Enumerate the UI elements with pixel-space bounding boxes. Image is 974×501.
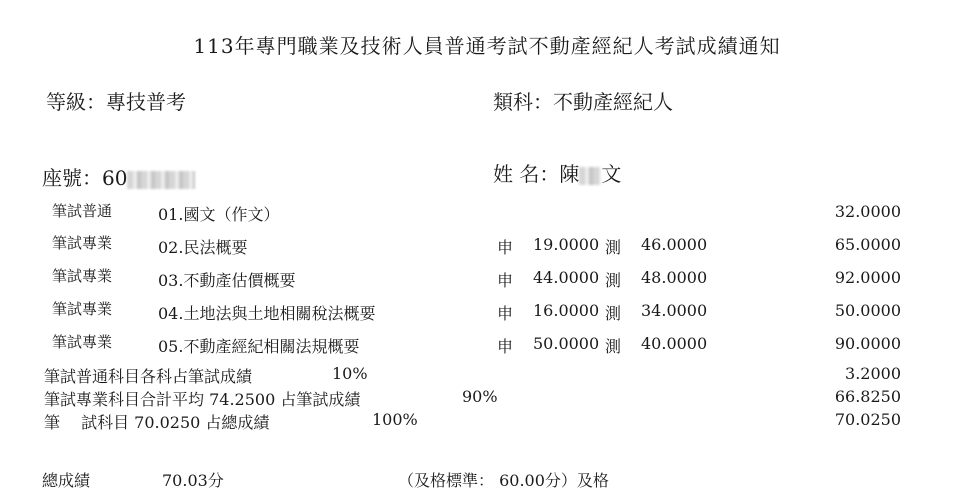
exam-grade: 等級：專技普考 bbox=[46, 90, 186, 114]
summary-label: 筆試普通科目各科占筆試成績 bbox=[44, 367, 253, 386]
subject-name: 01.國文（作文） bbox=[158, 205, 280, 224]
subject-score: 65.0000 bbox=[834, 235, 901, 254]
summary-label: 筆試專業科目合計平均 74.2500 占筆試成績 bbox=[44, 390, 361, 409]
ce-score: 46.0000 bbox=[641, 235, 708, 254]
summary-percent: 100% bbox=[372, 410, 418, 429]
shen-marker: 申 bbox=[497, 238, 514, 257]
shen-marker: 申 bbox=[497, 337, 514, 356]
summary-percent: 90% bbox=[462, 387, 498, 406]
subject-type: 筆試專業 bbox=[52, 333, 113, 351]
page-title: 113年專門職業及技術人員普通考試不動產經紀人考試成績通知 bbox=[193, 34, 781, 58]
seat-label: 座號：60 bbox=[42, 166, 128, 190]
subject-type: 筆試專業 bbox=[52, 300, 113, 318]
shen-marker: 申 bbox=[497, 304, 514, 323]
ce-score: 40.0000 bbox=[641, 334, 708, 353]
subject-name: 02.民法概要 bbox=[158, 238, 248, 257]
subject-name: 05.不動產經紀相關法規概要 bbox=[158, 337, 360, 356]
name-last-char: 文 bbox=[601, 162, 622, 186]
shen-score: 50.0000 bbox=[533, 334, 600, 353]
subject-type: 筆試專業 bbox=[52, 267, 113, 285]
subject-score: 50.0000 bbox=[834, 301, 901, 320]
shen-score: 19.0000 bbox=[533, 235, 600, 254]
candidate-name bbox=[493, 158, 621, 187]
subject-score: 32.0000 bbox=[834, 202, 901, 221]
pass-standard: （及格標準： 60.00分）及格 bbox=[398, 471, 609, 490]
ce-marker: 測 bbox=[605, 238, 622, 257]
subject-name: 03.不動產估價概要 bbox=[158, 271, 296, 290]
summary-value: 70.0250 bbox=[834, 410, 901, 429]
ce-marker: 測 bbox=[605, 337, 622, 356]
subject-type: 筆試普通 bbox=[52, 202, 113, 220]
subject-score: 92.0000 bbox=[834, 268, 901, 287]
redacted-seat-digits bbox=[127, 171, 195, 189]
shen-score: 16.0000 bbox=[533, 301, 600, 320]
subject-type: 筆試專業 bbox=[52, 234, 113, 252]
ce-score: 48.0000 bbox=[641, 268, 708, 287]
summary-percent: 10% bbox=[332, 364, 368, 383]
shen-marker: 申 bbox=[497, 271, 514, 290]
total-label: 總成績 bbox=[42, 471, 91, 490]
ce-score: 34.0000 bbox=[641, 301, 708, 320]
name-label: 姓 名：陳 bbox=[493, 162, 580, 186]
subject-name: 04.土地法與土地相關稅法概要 bbox=[158, 304, 376, 323]
exam-category: 類科：不動產經紀人 bbox=[493, 90, 673, 114]
summary-value: 66.8250 bbox=[834, 387, 901, 406]
ce-marker: 測 bbox=[605, 271, 622, 290]
summary-label: 筆 試科目 70.0250 占總成績 bbox=[44, 413, 270, 432]
seat-number bbox=[42, 162, 195, 191]
shen-score: 44.0000 bbox=[533, 268, 600, 287]
total-value: 70.03分 bbox=[162, 471, 224, 490]
redacted-name-char bbox=[579, 167, 601, 185]
summary-value: 3.2000 bbox=[845, 364, 901, 383]
subject-score: 90.0000 bbox=[834, 334, 901, 353]
ce-marker: 測 bbox=[605, 304, 622, 323]
